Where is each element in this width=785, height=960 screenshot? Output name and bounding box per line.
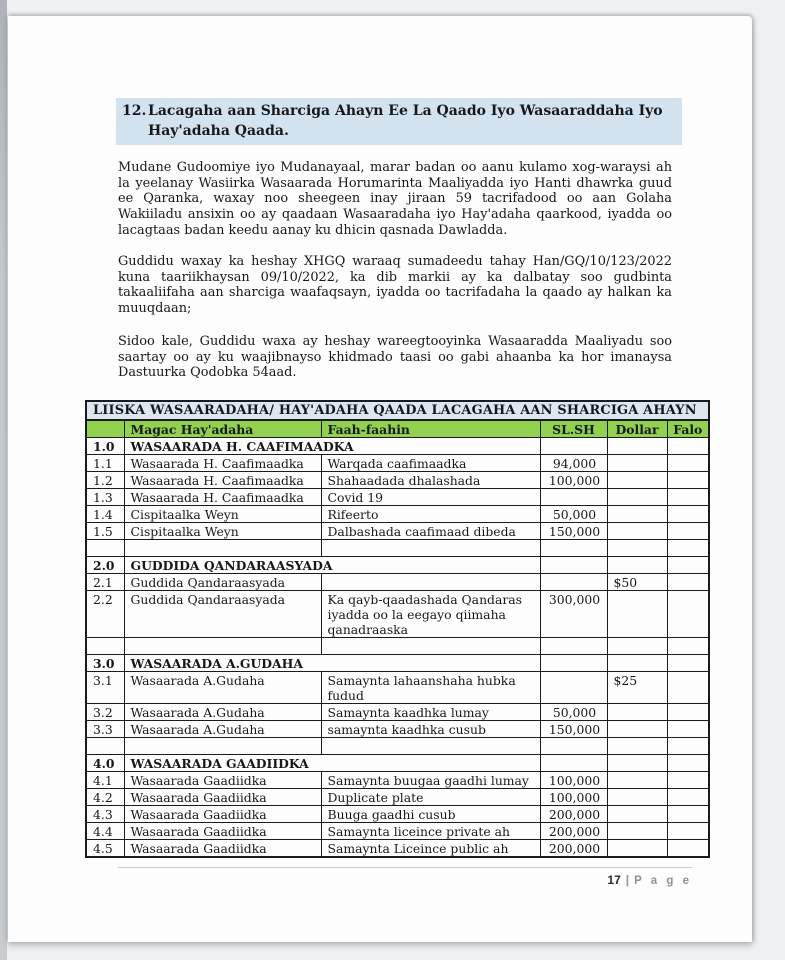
fee-row (86, 823, 709, 840)
row-number: 1.5 (86, 523, 124, 540)
section-header-row (86, 557, 709, 574)
slsh-amount (540, 489, 607, 506)
falo-cell (667, 704, 709, 721)
falo-cell (667, 523, 709, 540)
row-number: 1.3 (86, 489, 124, 506)
falo-cell (667, 506, 709, 523)
row-number: 3.3 (86, 721, 124, 738)
fee-description: samaynta kaadhka cusub (321, 721, 540, 738)
falo-cell (667, 591, 709, 638)
section-header-row (86, 438, 709, 455)
page-footer (118, 867, 692, 887)
fee-description: Samaynta liceince private ah (321, 823, 540, 840)
agency-name: Wasaarada H. Caafimaadka (124, 472, 321, 489)
heading-text: Lacagaha aan Sharciga Ahayn Ee La Qaado Iyo Wasaaraddaha Iyo Hay'adaha Qaada. (148, 103, 663, 139)
body-paragraph-1: Mudane Gudoomiye iyo Mudanayaal, marar badan oo aanu kulamo xog-waraysi ah la yeelanay Wasiirka Wasaarada Horumarinta Maaliyadda iyo Hanti dhawrka guud ee Qaranka, waxay noo sheegeen inay jiraan 59 tacrifadood oo aan Golaha Wakiiladu ansixin oo ay qaadaan Wasaaradaha iyo Hay'adaha qaarkood, iyadda oo lacagtaas badan keedu aanay ku dhicin qasnada Dawladda. (118, 160, 672, 238)
fee-description: Buuga gaadhi cusub (321, 806, 540, 823)
slsh-amount (540, 557, 607, 574)
slsh-amount (540, 738, 607, 755)
falo-cell (667, 438, 709, 455)
falo-cell (667, 557, 709, 574)
slsh-amount: 100,000 (540, 772, 607, 789)
agency-name: Wasaarada Gaadiidka (124, 789, 321, 806)
dollar-amount (607, 704, 667, 721)
agency-name: Guddida Qandaraasyada (124, 574, 321, 591)
spacer-row (86, 540, 709, 557)
fee-description: Rifeerto (321, 506, 540, 523)
dollar-amount (607, 557, 667, 574)
page-number: 17 (607, 873, 621, 887)
falo-cell (667, 472, 709, 489)
row-number: 2.2 (86, 591, 124, 638)
agency-name (124, 638, 321, 655)
fee-description: Samaynta Liceince public ah (321, 840, 540, 858)
fee-description: Samaynta buugaa gaadhi lumay (321, 772, 540, 789)
slsh-amount (540, 672, 607, 704)
agency-name: Wasaarada A.Gudaha (124, 672, 321, 704)
table-header-row (86, 420, 709, 438)
falo-cell (667, 772, 709, 789)
dollar-amount (607, 738, 667, 755)
row-number: 4.3 (86, 806, 124, 823)
row-number: 1.4 (86, 506, 124, 523)
row-number: 3.0 (86, 655, 124, 672)
photo-edge-strip (0, 0, 7, 960)
falo-cell (667, 755, 709, 772)
agency-name: Wasaarada A.Gudaha (124, 721, 321, 738)
slsh-amount (540, 540, 607, 557)
fee-row (86, 704, 709, 721)
row-number: 4.5 (86, 840, 124, 858)
slsh-amount: 94,000 (540, 455, 607, 472)
fees-table (85, 400, 710, 858)
fee-row (86, 506, 709, 523)
fee-description (321, 638, 540, 655)
dollar-amount (607, 506, 667, 523)
falo-cell (667, 806, 709, 823)
document-page (8, 16, 752, 942)
fee-description: Shahaadada dhalashada (321, 472, 540, 489)
spacer-row (86, 638, 709, 655)
falo-cell (667, 489, 709, 506)
section-heading (116, 98, 682, 145)
fee-description (321, 574, 540, 591)
row-number: 3.2 (86, 704, 124, 721)
dollar-amount (607, 472, 667, 489)
row-number: 2.0 (86, 557, 124, 574)
fee-description: Warqada caafimaadka (321, 455, 540, 472)
agency-name: Wasaarada Gaadiidka (124, 823, 321, 840)
fee-row (86, 523, 709, 540)
fee-description: Ka qayb-qaadashada Qandaras iyadda oo la eegayo qiimaha qanadraaska (321, 591, 540, 638)
section-header-row (86, 755, 709, 772)
slsh-amount: 100,000 (540, 472, 607, 489)
row-number: 1.2 (86, 472, 124, 489)
fee-row (86, 840, 709, 858)
section-header-row (86, 655, 709, 672)
slsh-amount: 300,000 (540, 591, 607, 638)
agency-name: Wasaarada H. Caafimaadka (124, 455, 321, 472)
fee-row (86, 806, 709, 823)
spacer-row (86, 738, 709, 755)
column-header-index (86, 420, 124, 438)
body-paragraph-3: Sidoo kale, Guddidu waxa ay heshay wareegtooyinka Wasaaradda Maaliyadu soo saartay oo ay ku waajibnayso khidmado taasi oo gabi ahaanba ka hor imanaysa Dastuurka Qodobka 54aad. (118, 334, 672, 381)
dollar-amount (607, 806, 667, 823)
dollar-amount (607, 540, 667, 557)
body-paragraph-2: Guddidu waxay ka heshay XHGQ waraaq sumadeedu tahay Han/GQ/10/123/2022 kuna taariikhaysan 09/10/2022, ka dib markii ay ka dalbatay soo gudbinta takaaliifaha aan sharciga waafaqsayn, iyadda oo tacrifadaha la qaado ay halkan ka muuqdaan; (118, 254, 672, 317)
dollar-amount (607, 755, 667, 772)
row-number: 4.0 (86, 755, 124, 772)
dollar-amount (607, 591, 667, 638)
fee-description: Duplicate plate (321, 789, 540, 806)
slsh-amount: 200,000 (540, 823, 607, 840)
falo-cell (667, 540, 709, 557)
slsh-amount: 200,000 (540, 840, 607, 858)
fee-row (86, 672, 709, 704)
slsh-amount (540, 755, 607, 772)
row-number: 4.4 (86, 823, 124, 840)
fee-row (86, 455, 709, 472)
row-number (86, 738, 124, 755)
slsh-amount: 200,000 (540, 806, 607, 823)
row-number: 4.1 (86, 772, 124, 789)
fee-row (86, 472, 709, 489)
agency-name: Wasaarada Gaadiidka (124, 840, 321, 858)
heading-number: 12. (122, 103, 147, 119)
section-title: WASAARADA GAADIIDKA (124, 755, 540, 772)
dollar-amount (607, 789, 667, 806)
dollar-amount: $50 (607, 574, 667, 591)
falo-cell (667, 738, 709, 755)
column-header-falo: Falo (667, 420, 709, 438)
table-title: LIISKA WASAARADAHA/ HAY'ADAHA QAADA LACAGAHA AAN SHARCIGA AHAYN (86, 401, 709, 420)
column-header-magac: Magac Hay'adaha (124, 420, 321, 438)
slsh-amount: 100,000 (540, 789, 607, 806)
fee-row (86, 772, 709, 789)
footer-page-label: P a g e (634, 875, 692, 887)
table-title-row (86, 401, 709, 420)
dollar-amount (607, 655, 667, 672)
row-number: 2.1 (86, 574, 124, 591)
footer-separator: | (625, 873, 630, 887)
slsh-amount (540, 655, 607, 672)
fee-row (86, 489, 709, 506)
slsh-amount (540, 638, 607, 655)
dollar-amount (607, 840, 667, 858)
column-header-slsh: SL.SH (540, 420, 607, 438)
falo-cell (667, 638, 709, 655)
column-header-dollar: Dollar (607, 420, 667, 438)
agency-name: Wasaarada A.Gudaha (124, 704, 321, 721)
slsh-amount: 50,000 (540, 704, 607, 721)
agency-name (124, 540, 321, 557)
falo-cell (667, 574, 709, 591)
fee-description: Dalbashada caafimaad dibeda (321, 523, 540, 540)
dollar-amount: $25 (607, 672, 667, 704)
fee-description: Samaynta kaadhka lumay (321, 704, 540, 721)
agency-name: Wasaarada Gaadiidka (124, 806, 321, 823)
agency-name: Guddida Qandaraasyada (124, 591, 321, 638)
agency-name: Cispitaalka Weyn (124, 506, 321, 523)
fee-description (321, 540, 540, 557)
dollar-amount (607, 721, 667, 738)
fee-row (86, 574, 709, 591)
falo-cell (667, 672, 709, 704)
falo-cell (667, 655, 709, 672)
dollar-amount (607, 523, 667, 540)
row-number: 3.1 (86, 672, 124, 704)
falo-cell (667, 840, 709, 858)
dollar-amount (607, 638, 667, 655)
row-number (86, 638, 124, 655)
slsh-amount: 50,000 (540, 506, 607, 523)
fee-row (86, 591, 709, 638)
falo-cell (667, 455, 709, 472)
fee-description: Samaynta lahaanshaha hubka fudud (321, 672, 540, 704)
dollar-amount (607, 823, 667, 840)
slsh-amount: 150,000 (540, 721, 607, 738)
fee-row (86, 789, 709, 806)
agency-name: Wasaarada Gaadiidka (124, 772, 321, 789)
section-title: WASAARADA A.GUDAHA (124, 655, 540, 672)
dollar-amount (607, 772, 667, 789)
section-title: GUDDIDA QANDARAASYADA (124, 557, 540, 574)
slsh-amount: 150,000 (540, 523, 607, 540)
agency-name: Cispitaalka Weyn (124, 523, 321, 540)
section-title: WASAARADA H. CAAFIMAADKA (124, 438, 540, 455)
falo-cell (667, 823, 709, 840)
dollar-amount (607, 489, 667, 506)
row-number: 4.2 (86, 789, 124, 806)
row-number (86, 540, 124, 557)
dollar-amount (607, 438, 667, 455)
falo-cell (667, 789, 709, 806)
fee-description (321, 738, 540, 755)
agency-name (124, 738, 321, 755)
slsh-amount (540, 438, 607, 455)
row-number: 1.1 (86, 455, 124, 472)
fee-description: Covid 19 (321, 489, 540, 506)
row-number: 1.0 (86, 438, 124, 455)
slsh-amount (540, 574, 607, 591)
fee-row (86, 721, 709, 738)
column-header-faah: Faah-faahin (321, 420, 540, 438)
dollar-amount (607, 455, 667, 472)
fees-table-container (85, 400, 708, 858)
falo-cell (667, 721, 709, 738)
agency-name: Wasaarada H. Caafimaadka (124, 489, 321, 506)
